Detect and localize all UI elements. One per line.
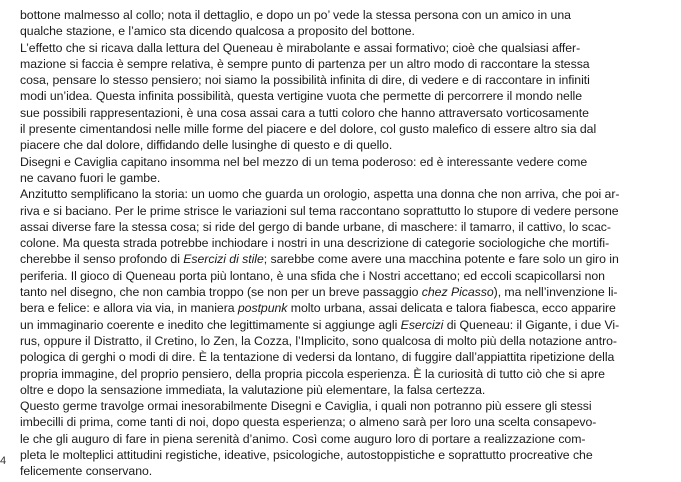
text-line (20, 203, 668, 219)
text-run: un immaginario coerente e inedito che legittimamente si aggiunge agli (20, 317, 401, 332)
text-line (20, 105, 668, 121)
italic-title: postpunk (237, 301, 288, 316)
text-run: cherebbe il senso profondo di (20, 252, 184, 267)
text-run: tanto nel disegno, che non cambia troppo (se non per un breve passaggio (20, 285, 422, 300)
text-run: pologica di gerghi o modi di dire. È la tentazione di vedersi da lontano, di fuggire dall’appiattita ripetizione della (20, 350, 615, 365)
text-line (20, 447, 668, 463)
text-line (20, 382, 668, 398)
text-line (20, 219, 668, 235)
text-line (20, 170, 668, 186)
text-run: qualche stazione, e l’amico sta dicendo qualcosa a proposito del bottone. (20, 24, 415, 39)
text-run: di Queneau: il Gigante, i due Vi- (443, 317, 620, 332)
text-run: molto urbana, assai delicata e talora fiabesca, ecco apparire (287, 301, 616, 316)
text-line (20, 366, 668, 382)
text-line (20, 414, 668, 430)
italic-title: chez Picasso (421, 285, 494, 300)
text-run: cosa, pensare lo stesso pensiero; noi siamo la possibilità infinita di dire, di vedere e di raccontare in infiniti (20, 73, 590, 88)
text-line (20, 186, 668, 202)
text-run: il presente cimentandosi nelle mille forme del piacere e del dolore, col gusto malefico di essere altro sia dal (20, 122, 597, 137)
text-line (20, 284, 668, 300)
text-run: imbecilli di prima, come tanti di noi, dopo questa esperienza; o almeno sarà per loro una scelta consapevo- (20, 415, 597, 430)
text-run: sue possibili rappresentazioni, è una cosa assai cara a tutti coloro che hanno attraversato vorticosamente (20, 105, 589, 120)
text-run: Disegni e Caviglia capitano insomma nel bel mezzo di un tema poderoso: ed è interessante vedere come (20, 154, 588, 169)
text-line (20, 121, 668, 137)
text-run: pleta le molteplici attitudini registiche, ideative, psicologiche, autostoppistiche e soprattutto procreative che (20, 448, 593, 463)
text-run: Anzitutto semplificano la storia: un uomo che guarda un orologio, aspetta una donna che non arriva, che poi ar- (20, 187, 620, 202)
text-run: bera e felice: e allora via via, in maniera (20, 301, 238, 316)
text-line (20, 7, 668, 23)
text-run: felicemente conservano. (20, 464, 153, 479)
text-run: le che gli auguro di fare in piena serenità d’animo. Così come auguro loro di portare a realizzazione com- (20, 431, 586, 446)
text-line (20, 251, 668, 267)
body-text (20, 7, 668, 480)
italic-title: Esercizi (400, 317, 444, 332)
text-line (20, 88, 668, 104)
text-run: oltre e dopo la sensazione immediata, la valutazione più elementare, la falsa certezza. (20, 382, 486, 397)
text-line (20, 154, 668, 170)
text-run: Questo germe travolge ormai inesorabilmente Disegni e Caviglia, i quali non potranno più essere gli stessi (20, 399, 592, 414)
text-line (20, 463, 668, 479)
text-run: piacere che dal dolore, diffidando delle lusinghe di questo e di quello. (20, 138, 393, 153)
text-line (20, 40, 668, 56)
text-line (20, 431, 668, 447)
text-run: modi un’idea. Questa infinita possibilità, questa vertigine vuota che permette di percorrere il mondo nelle (20, 89, 582, 104)
text-line (20, 349, 668, 365)
page-number: 4 (0, 455, 7, 467)
text-run: colone. Ma questa strada potrebbe inchiodare i nostri in una descrizione di categorie sociologiche che mortifi- (20, 236, 610, 251)
text-line (20, 300, 668, 316)
text-line (20, 137, 668, 153)
text-run: ; sarebbe come avere una macchina potente e fare solo un giro in (263, 252, 619, 267)
text-run: mazione si faccia è sempre relativa, è sempre punto di partenza per un altro modo di raccontare la stessa (20, 56, 590, 71)
text-run: riva e si baciano. Per le prime strisce le variazioni sul tema raccontano soprattutto lo stupore di vedere persone (20, 203, 619, 218)
text-line (20, 235, 668, 251)
text-line (20, 333, 668, 349)
text-run: periferia. Il gioco di Queneau porta più lontano, è una sfida che i Nostri accettano; ed eccoli scapicollarsi non (20, 268, 605, 283)
italic-title: Esercizi di stile (183, 252, 264, 267)
text-run: ), ma nell’invenzione li- (493, 285, 618, 300)
text-line (20, 398, 668, 414)
text-run: ne cavano fuori le gambe. (20, 170, 161, 185)
text-run: L’effetto che si ricava dalla lettura del Queneau è mirabolante e assai formativo; cioè che qualsiasi affer- (20, 40, 581, 55)
text-run: propria immagine, del proprio pensiero, della propria piccola esperienza. È la curiosità di tutto ciò che si apre (20, 366, 605, 381)
text-run: assai diverse fare la stessa cosa; si ride del gergo di bande urbane, di maschere: il tamarro, il cattivo, lo scac- (20, 219, 611, 234)
text-line (20, 56, 668, 72)
text-line (20, 268, 668, 284)
text-run: rus, oppure il Distratto, il Cretino, lo Zen, la Cozza, l’Implicito, sono qualcosa di molto più della notazione antro- (20, 333, 617, 348)
text-run: bottone malmesso al collo; nota il dettaglio, e dopo un po’ vede la stessa persona con un amico in una (20, 8, 571, 22)
text-line (20, 72, 668, 88)
text-line (20, 23, 668, 39)
text-line (20, 317, 668, 333)
